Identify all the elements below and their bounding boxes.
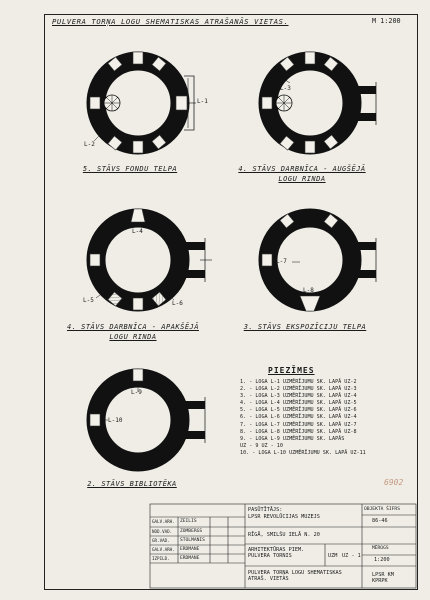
tb-staff-role: GALV.ARH.: [152, 547, 175, 552]
tb-organization: LPSR KM KPRPK: [372, 572, 394, 584]
plan-caption-floor4-upper: 4. STĀVS DARBNĪCA - AUGŠĒJĀ LOGU RINDA: [238, 165, 366, 183]
tb-staff-name: ZOMBERGS: [180, 529, 203, 534]
window-label-l1: L-1: [197, 98, 208, 105]
tb-staff-role: GALV.ARH.: [152, 519, 175, 524]
tb-sheet-number: UZ - 1: [342, 553, 361, 559]
notes-title: PIEZĪMES: [268, 366, 315, 375]
tb-stage-title: ARHITEKTŪRAS PIEM. PULVERA TORNIS: [248, 547, 305, 559]
plan-caption-floor5: 5. STĀVS FONDU TELPA: [82, 165, 178, 173]
tb-address: RĪGĀ, SMILŠU IELĀ N. 20: [248, 532, 320, 538]
plan-caption-floor3: 3. STĀVS EKSPOZĪCIJU TELPA: [243, 323, 367, 331]
tb-staff-role: GR.VAD.: [152, 538, 170, 543]
note-item: 2. - LOGA L-2 UZMĒRĪJUMU SK. LAPĀ UZ-3: [240, 386, 357, 393]
window-label-l7: L-7: [276, 258, 287, 265]
tb-stage-code: UZM: [328, 553, 338, 559]
tb-object-code-label: OBJEKTA ŠIFRS: [364, 507, 400, 512]
window-label-l8: L-8: [303, 287, 314, 294]
tb-archive-number: 6902: [384, 478, 404, 487]
tb-staff-role: IZPILD.: [152, 556, 170, 561]
window-label-l6: L-6: [172, 300, 183, 307]
note-item: UZ - 9 UZ - 10: [240, 442, 283, 449]
tb-drawing-name: PULVERA TORŅA LOGU SHEMATISKAS ATRAŠ. VIETAS: [248, 570, 342, 582]
note-item: 10. - LOGA L-10 UZMĒRĪJUMU SK. LAPĀ UZ-11: [240, 449, 366, 456]
plan-floor2-library: [90, 369, 205, 462]
plan-floor4-lower: [90, 209, 212, 310]
plan-caption-floor2: 2. STĀVS BIBLIOTĒKA: [87, 480, 177, 488]
tb-staff-name: ZEILIS: [180, 519, 197, 524]
drawing-title: PULVERA TORŅA LOGU SHEMATISKAS ATRAŠANĀS VIETAS.: [52, 17, 289, 26]
window-label-l3: L-3: [280, 85, 291, 92]
tb-scale-label: MĒROGS: [372, 546, 389, 551]
note-item: 4. - LOGA L-4 UZMĒRĪJUMU SK. LAPĀ UZ-5: [240, 400, 357, 407]
tb-client: LPSR REVOLŪCIJAS MUZEJS: [248, 514, 320, 520]
window-label-l2: L-2: [84, 141, 95, 148]
note-item: 5. - LOGA L-5 UZMĒRĪJUMU SK. LAPĀ UZ-6: [240, 407, 357, 414]
notes-list: [240, 379, 416, 457]
note-item: 8. - LOGA L-8 UZMĒRĪJUMU SK. LAPĀ UZ-8: [240, 428, 357, 435]
tb-client-label: PASŪTĪTĀJS:: [248, 507, 283, 513]
tb-staff-name: STOLMANIS: [180, 538, 205, 543]
note-item: 7. - LOGA L-7 UZMĒRĪJUMU SK. LAPĀ UZ-7: [240, 421, 357, 428]
window-label-l9: L-9: [131, 389, 142, 396]
tb-scale: 1:200: [374, 557, 390, 563]
plan-floor5-fonds: [90, 52, 196, 153]
window-label-l5: L-5: [83, 297, 94, 304]
tb-staff-name: ERDMANE: [180, 547, 200, 552]
note-item: 9. - LOGA L-9 UZMĒRĪJUMU SK. LAPĀS: [240, 435, 345, 442]
note-item: 1. - LOGA L-1 UZMĒRĪJUMU SK. LAPĀ UZ-2: [240, 379, 357, 385]
note-item: 6. - LOGA L-6 UZMĒRĪJUMU SK. LAPĀ UZ-4: [240, 414, 357, 421]
drawing-scale: M 1:200: [372, 17, 401, 25]
plan-floor4-upper: [262, 52, 376, 153]
window-label-l10: L-10: [108, 417, 123, 424]
plan-caption-floor4-lower: 4. STĀVS DARBNĪCA - APAKŠĒJĀ LOGU RINDA: [66, 323, 199, 341]
tb-staff-name: ERDMANE: [180, 556, 200, 561]
tb-staff-role: NOD.VAD.: [152, 529, 173, 534]
window-label-l4: L-4: [132, 228, 143, 235]
note-item: 3. - LOGA L-3 UZMĒRĪJUMU SK. LAPĀ UZ-4: [240, 393, 357, 400]
tb-object-code: 86-46: [372, 518, 388, 524]
